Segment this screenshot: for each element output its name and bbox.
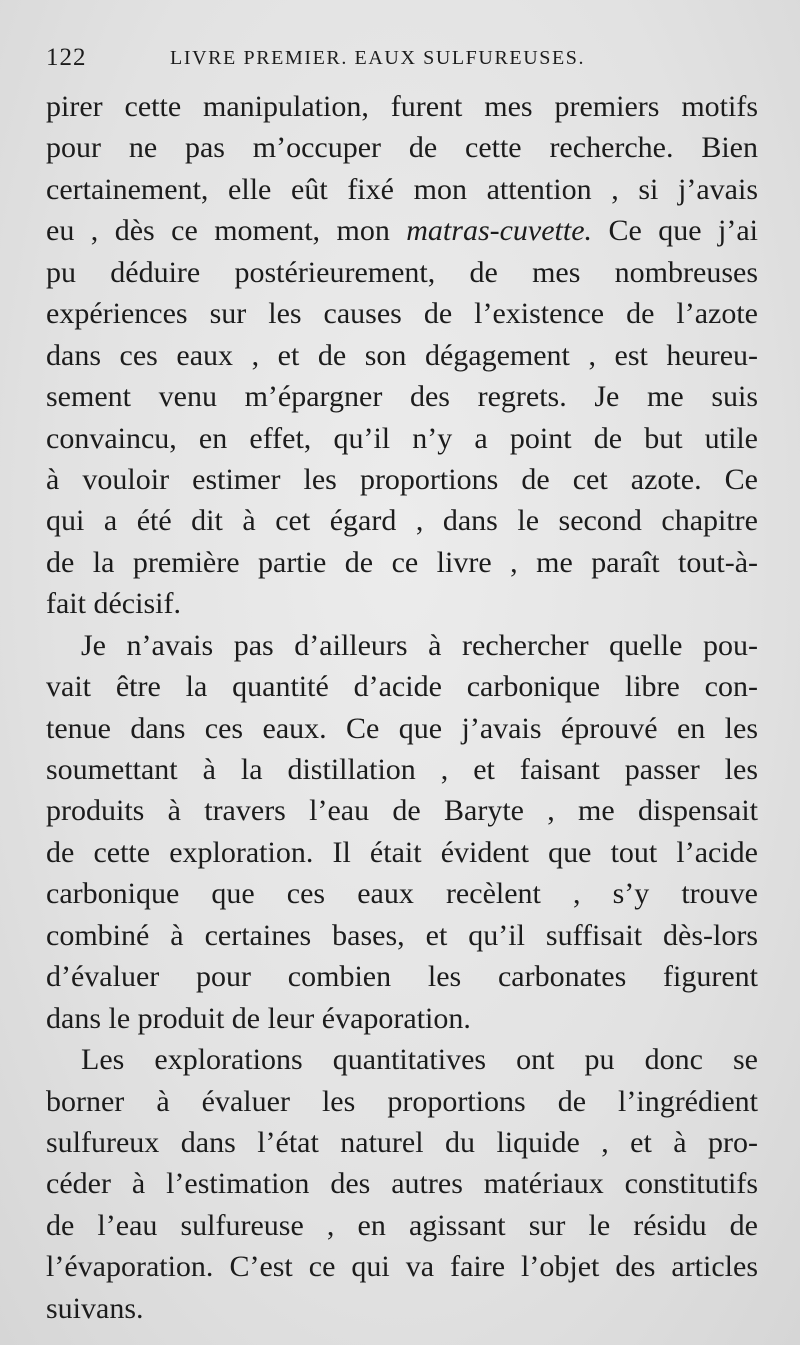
text-line: Les explorations quantitatives ont pu donc se — [81, 1043, 758, 1077]
body-text — [46, 86, 758, 1329]
text-segment: Ce que j’ai — [592, 214, 758, 248]
paragraph — [46, 625, 758, 1039]
text-line: à vouloir estimer les proportions de cet azote. Ce — [46, 462, 758, 496]
text-line: pu déduire postérieurement, de mes nombreuses — [46, 255, 758, 289]
page-header — [46, 44, 746, 74]
paragraph — [46, 1039, 758, 1329]
text-line — [46, 210, 758, 251]
page-number: 122 — [46, 44, 87, 71]
text-line: sulfureux dans l’état naturel du liquide , et à pro- — [46, 1125, 758, 1159]
text-line: convaincu, en effet, qu’il n’y a point de but utile — [46, 421, 758, 455]
running-head: LIVRE PREMIER. EAUX SULFUREUSES. — [170, 47, 586, 69]
text-line: carbonique que ces eaux recèlent , s’y trouve — [46, 877, 758, 911]
text-line: céder à l’estimation des autres matériaux constitutifs — [46, 1167, 758, 1201]
italic-term: matras-cuvette. — [406, 214, 593, 248]
text-line: Je n’avais pas d’ailleurs à rechercher quelle pou- — [81, 628, 758, 662]
text-line: soumettant à la distillation , et faisant passer les — [46, 753, 758, 786]
text-line: qui a été dit à cet égard , dans le second chapitre — [46, 504, 758, 538]
text-line: combiné à certaines bases, et qu’il suffisait dès-lors — [46, 918, 758, 952]
paragraph — [46, 86, 758, 625]
text-line: produits à travers l’eau de Baryte , me dispensait — [46, 794, 758, 828]
text-line: dans le produit de leur évaporation. — [46, 1001, 471, 1035]
text-segment: eu , dès ce moment, mon — [46, 214, 407, 248]
text-line: pour ne pas m’occuper de cette recherche. Bien — [46, 131, 758, 165]
text-line: sement venu m’épargner des regrets. Je me suis — [46, 380, 758, 414]
text-line: expériences sur les causes de l’existence de l’azote — [46, 297, 758, 331]
text-line: de cette exploration. Il était évident que tout l’acide — [46, 835, 758, 869]
text-line: d’évaluer pour combien les carbonates figurent — [46, 960, 758, 994]
text-line: pirer cette manipulation, furent mes premiers motifs — [46, 90, 758, 123]
text-line: de l’eau sulfureuse , en agissant sur le résidu de — [46, 1208, 758, 1242]
text-line: de la première partie de ce livre , me paraît tout-à- — [46, 545, 758, 579]
text-line: l’évaporation. C’est ce qui va faire l’objet des articles — [46, 1250, 758, 1284]
text-line: vait être la quantité d’acide carbonique libre con- — [46, 670, 758, 704]
text-line: dans ces eaux , et de son dégagement , est heureu- — [46, 338, 758, 372]
text-line: borner à évaluer les proportions de l’ingrédient — [46, 1084, 758, 1118]
text-line: certainement, elle eût fixé mon attention , si j’avais — [46, 172, 758, 206]
text-line: suivans. — [46, 1291, 144, 1325]
text-line: fait décisif. — [46, 587, 181, 621]
text-line: tenue dans ces eaux. Ce que j’avais éprouvé en les — [46, 711, 758, 745]
